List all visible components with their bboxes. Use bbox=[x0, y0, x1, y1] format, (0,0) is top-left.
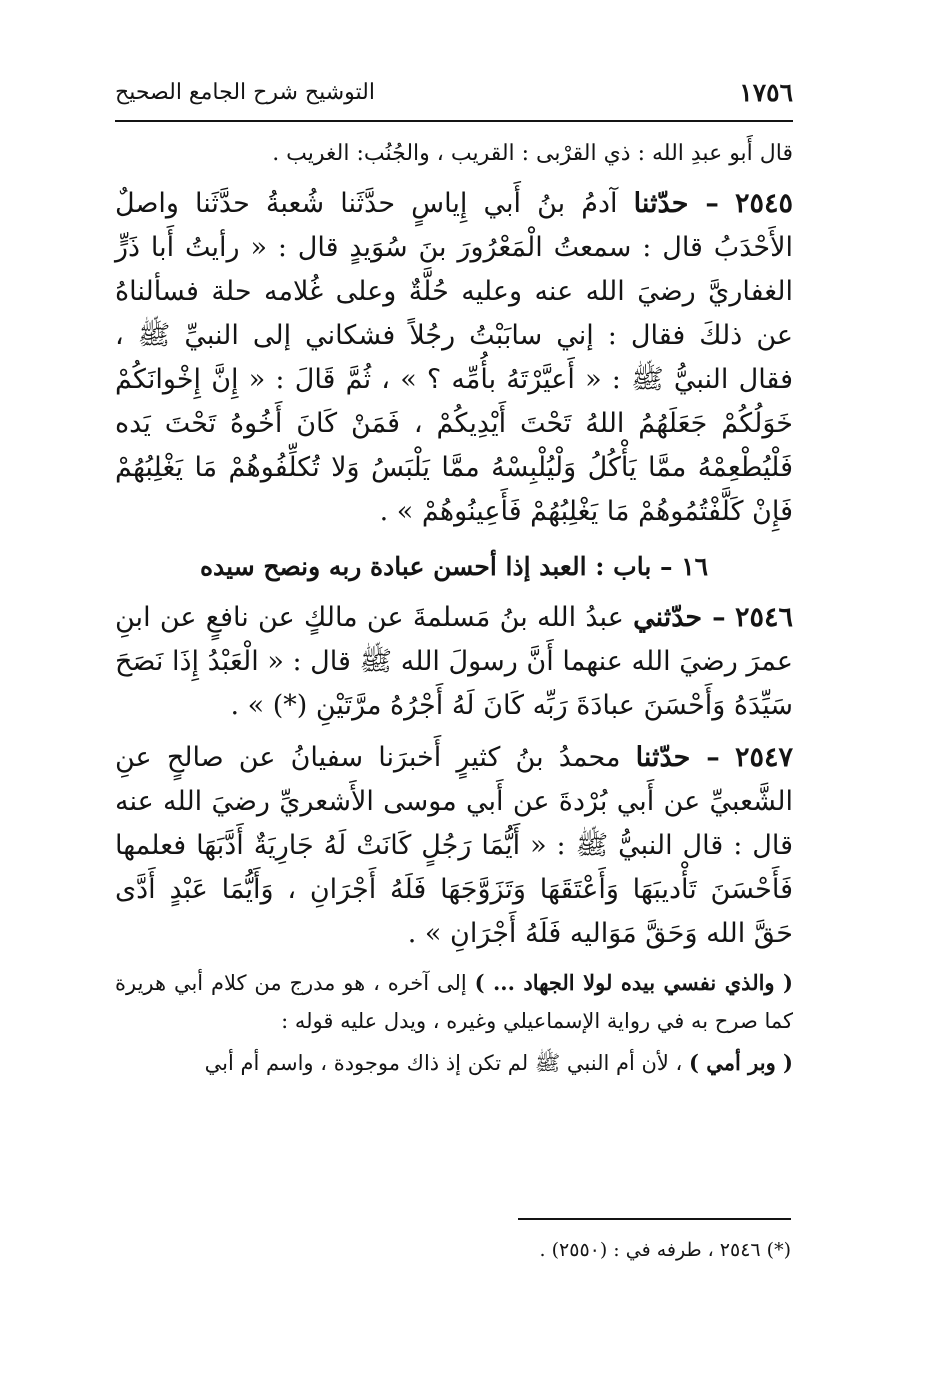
commentary-paragraph bbox=[115, 1044, 793, 1082]
page-number: ١٧٥٦ bbox=[739, 78, 793, 107]
commentary-keyword: ( والذي نفسي بيده لولا الجهاد ... ) bbox=[474, 970, 793, 995]
lead-line: قال أَبو عبدِ الله : ذي القرْبى : القريب ، والجُنُب: الغريب . bbox=[272, 141, 793, 166]
header-rule bbox=[115, 120, 793, 122]
commentary-paragraph bbox=[115, 964, 793, 1040]
hadith-2547 bbox=[115, 736, 793, 956]
hadith-2545 bbox=[115, 182, 793, 534]
commentary-text: إلى آخره ، هو مدرج من كلام أبي هريرة كما صرح به في رواية الإسماعيلي وغيره ، ويدل عليه قوله : bbox=[115, 971, 793, 1033]
page-header bbox=[115, 78, 793, 114]
hadith-number: ٢٥٤٥ bbox=[734, 188, 793, 219]
hadith-2546 bbox=[115, 596, 793, 728]
commentary-keyword: ( وبر أمي ) bbox=[689, 1050, 793, 1075]
hadith-text: محمدُ بنُ كثيرٍ أَخبرَنا سفيانُ عن صالحٍ عنِ الشَّعبيِّ عن أَبي بُرْدةَ عن أَبي موسى الأَشعريِّ رضيَ الله عنه قال : قال النبيُّ ﷺ : « أَيُّمَا رَجُلٍ كَانَتْ لَهُ جَارِيَةٌ أَدَّبَهَا فعلمها فَأَحْسَنَ تَأْديبَهَا وَأَعْتَقَهَا وَتَزَوَّجَهَا فَلَهُ أَجْرَانِ ، وَأَيُّمَا عَبْدٍ أَدَّى حَقَّ الله وَحَقَّ مَوَاليه فَلَهُ أَجْرَانِ » . bbox=[115, 742, 793, 949]
footnote: (*) ٢٥٤٦ ، طرفه في : (٢٥٥٠) . bbox=[539, 1239, 791, 1261]
hadith-text: آدمُ بنُ أَبي إِياسٍ حدَّثَنا شُعبةُ حدَّثَنا واصلٌ الأَحْدَبُ قال : سمعتُ الْمَعْرُورَ بنَ سُوَيدٍ قال : « رأيتُ أَبا ذَرٍّ الغفاريَّ رضيَ الله عنه وعليه حُلَّةٌ وعلى غُلامه حلة فسألناهُ عن ذلكَ فقال : إني سابَبْتُ رجُلاً فشكاني إلى النبيِّ ﷺ ، فقال النبيُّ ﷺ : « أَعيَّرْتَهُ بأُمِّه ؟ » ، ثُمَّ قَالَ : « إِنَّ إِخْوانَكُمْ خَوَلُكُمْ جَعَلَهُمُ اللهُ تَحْتَ أَيْدِيكُمْ ، فَمَنْ كَانَ أَخُوهُ تَحْتَ يَده فَلْيُطْعِمْهُ ممَّا يَأْكُلُ وَلْيُلْبِسْهُ ممَّا يَلْبَسُ وَلا تُكلِّفُوهُمْ مَا يَغْلِبُهُمْ فَإِنْ كَلَّفْتُمُوهُمْ مَا يَغْلِبُهُمْ فَأَعِينُوهُمْ » . bbox=[115, 188, 793, 527]
main-text bbox=[115, 132, 793, 1086]
hadith-keyword: – حدّثنا bbox=[635, 742, 720, 773]
hadith-number: ٢٥٤٦ bbox=[734, 602, 793, 633]
hadith-text: عبدُ الله بنُ مَسلمةَ عن مالكٍ عن نافعٍ عن ابنِ عمرَ رضيَ الله عنهما أَنَّ رسولَ الله ﷺ قال : « الْعَبْدُ إِذَا نَصَحَ سَيِّدَهُ وَأَحْسَنَ عبادَةَ رَبِّه كَانَ لَهُ أَجْرُهُ مرَّتَيْنِ (*) » . bbox=[115, 602, 793, 721]
hadith-number: ٢٥٤٧ bbox=[734, 742, 793, 773]
commentary-text: ، لأن أم النبي ﷺ لم تكن إذ ذاك موجودة ، واسم أم أبي bbox=[204, 1051, 683, 1075]
running-title: التوشيح شرح الجامع الصحيح bbox=[115, 80, 375, 105]
chapter-heading: ١٦ – باب : العبد إذا أحسن عبادة ربه ونصح سيده bbox=[199, 552, 709, 581]
footnote-rule bbox=[518, 1218, 791, 1220]
hadith-keyword: – حدّثني bbox=[633, 602, 726, 633]
hadith-keyword: – حدّثنا bbox=[633, 188, 719, 219]
